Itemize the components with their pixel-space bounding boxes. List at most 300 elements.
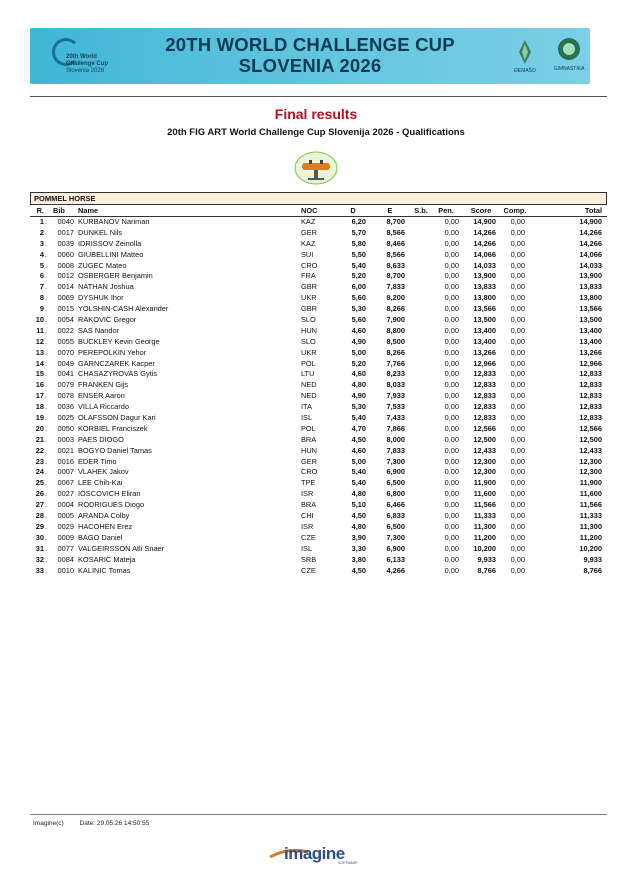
d-score: 4,70 <box>351 423 366 433</box>
bib: 0015 <box>57 304 74 314</box>
bib: 0025 <box>57 413 74 423</box>
noc: KAZ <box>301 217 316 226</box>
total: 14,266 <box>579 238 602 248</box>
athlete-name: BAGO Daniel <box>78 532 123 542</box>
noc: CRO <box>301 467 318 477</box>
athlete-name: GARNCZAREK Kacper <box>78 358 155 368</box>
header-bib: Bib <box>53 206 65 215</box>
table-row <box>30 478 607 489</box>
table-row <box>30 391 607 402</box>
d-score: 4,80 <box>351 380 366 390</box>
penalty: 0,00 <box>444 489 459 499</box>
score: 11,333 <box>473 511 496 521</box>
header-score: Score <box>470 206 492 215</box>
table-row <box>30 271 607 282</box>
score: 14,033 <box>473 260 496 270</box>
total: 12,833 <box>579 413 602 423</box>
total: 13,833 <box>579 282 602 292</box>
athlete-name: ARANDA Colby <box>78 511 130 521</box>
score: 12,300 <box>473 467 496 477</box>
footer-date: Date: 29.05.26 14:50:55 <box>79 820 150 827</box>
penalty: 0,00 <box>444 249 459 259</box>
e-score: 8,800 <box>386 325 405 335</box>
athlete-name: GIUBELLINI Matteo <box>78 249 144 259</box>
comp: 0,00 <box>510 282 525 292</box>
table-body <box>30 217 607 576</box>
athlete-name: DYSHUK Ihor <box>78 293 124 303</box>
rank-dot: . <box>45 423 48 433</box>
comp: 0,00 <box>510 456 525 466</box>
rank-dot: . <box>45 532 48 542</box>
e-score: 8,566 <box>386 249 405 259</box>
noc: CHI <box>301 511 314 521</box>
results-table <box>30 192 607 576</box>
noc: GBR <box>301 304 318 314</box>
bib: 0029 <box>57 521 74 531</box>
comp: 0,00 <box>510 554 525 564</box>
bib: 0008 <box>57 260 74 270</box>
bib: 0077 <box>57 543 74 553</box>
bib: 0039 <box>57 238 74 248</box>
d-score: 5,80 <box>351 238 366 248</box>
rank-dot: . <box>45 260 48 270</box>
noc: UKR <box>301 347 317 357</box>
total: 13,266 <box>579 347 602 357</box>
athlete-name: IDRISSOV Zeinolla <box>78 238 142 248</box>
table-row <box>30 533 607 544</box>
bib: 0010 <box>57 565 74 575</box>
noc: POL <box>301 423 316 433</box>
total: 13,800 <box>579 293 602 303</box>
logo-line-3: Slovenia 2026 <box>66 68 105 74</box>
d-score: 5,60 <box>351 315 366 325</box>
penalty: 0,00 <box>444 500 459 510</box>
bib: 0054 <box>57 315 74 325</box>
header-sb: S.b. <box>414 206 428 215</box>
athlete-name: LEE Chih-Kai <box>78 478 123 488</box>
athlete-name: VALGEIRSSON Atli Snaer <box>78 543 165 553</box>
table-row <box>30 500 607 511</box>
score: 13,500 <box>473 315 496 325</box>
comp: 0,00 <box>510 489 525 499</box>
logo-line-2: Challenge Cup <box>66 61 109 67</box>
comp: 0,00 <box>510 325 525 335</box>
rank-dot: . <box>45 391 48 401</box>
e-score: 7,300 <box>386 456 405 466</box>
rank: 15 <box>35 369 44 379</box>
d-score: 4,60 <box>351 369 366 379</box>
page-title: Final results <box>274 106 358 122</box>
rank-dot: . <box>45 413 48 423</box>
table-row <box>30 261 607 272</box>
penalty: 0,00 <box>444 456 459 466</box>
noc: SRB <box>301 554 317 564</box>
noc: GBR <box>301 282 318 292</box>
comp: 0,00 <box>510 271 525 281</box>
comp: 0,00 <box>510 467 525 477</box>
comp: 0,00 <box>510 402 525 412</box>
score: 12,833 <box>473 380 496 390</box>
d-score: 5,40 <box>351 413 366 423</box>
e-score: 8,266 <box>386 347 405 357</box>
rank: 16 <box>35 380 44 390</box>
comp: 0,00 <box>510 423 525 433</box>
rank-dot: . <box>45 293 48 303</box>
score: 13,266 <box>473 347 496 357</box>
score: 14,066 <box>473 249 496 259</box>
athlete-name: DUNKEL Nils <box>78 227 123 237</box>
bib: 0049 <box>57 358 74 368</box>
bib: 0021 <box>57 445 74 455</box>
noc: NED <box>301 380 317 390</box>
e-score: 7,533 <box>386 402 405 412</box>
noc: UKR <box>301 293 317 303</box>
bib: 0005 <box>57 511 74 521</box>
penalty: 0,00 <box>444 336 459 346</box>
table-row <box>30 402 607 413</box>
penalty: 0,00 <box>444 391 459 401</box>
score: 11,600 <box>473 489 496 499</box>
e-score: 8,033 <box>386 380 405 390</box>
rank-dot: . <box>45 402 48 412</box>
penalty: 0,00 <box>444 217 459 226</box>
d-score: 5,00 <box>351 456 366 466</box>
e-score: 8,566 <box>386 227 405 237</box>
total: 13,400 <box>579 325 602 335</box>
d-score: 4,80 <box>351 489 366 499</box>
table-row <box>30 250 607 261</box>
table-row <box>30 435 607 446</box>
score: 11,566 <box>473 500 496 510</box>
e-score: 7,766 <box>386 358 405 368</box>
noc: ITA <box>301 402 312 412</box>
noc: ISR <box>301 489 314 499</box>
e-score: 6,900 <box>386 467 405 477</box>
d-score: 5,10 <box>351 500 366 510</box>
athlete-name: RAKOVIC Gregor <box>78 315 137 325</box>
d-score: 5,70 <box>351 227 366 237</box>
penalty: 0,00 <box>444 315 459 325</box>
table-row <box>30 369 607 380</box>
bib: 0070 <box>57 347 74 357</box>
d-score: 4,50 <box>351 434 366 444</box>
penalty: 0,00 <box>444 478 459 488</box>
bib: 0027 <box>57 489 74 499</box>
header-name: Name <box>78 206 99 215</box>
bib: 0007 <box>57 467 74 477</box>
noc: ISL <box>301 413 313 423</box>
total: 13,900 <box>579 271 602 281</box>
penalty: 0,00 <box>444 347 459 357</box>
comp: 0,00 <box>510 347 525 357</box>
score: 11,300 <box>473 521 496 531</box>
penalty: 0,00 <box>444 445 459 455</box>
table-row <box>30 359 607 370</box>
score: 12,500 <box>473 434 496 444</box>
score: 12,833 <box>473 413 496 423</box>
total: 12,833 <box>579 369 602 379</box>
e-score: 7,933 <box>386 391 405 401</box>
rank: 27 <box>35 500 44 510</box>
score: 12,833 <box>473 391 496 401</box>
score: 12,300 <box>473 456 496 466</box>
athlete-name: YOLSHIN-CASH Alexander <box>78 304 169 314</box>
comp: 0,00 <box>510 358 525 368</box>
comp: 0,00 <box>510 511 525 521</box>
sponsor-logo-1 <box>513 38 537 76</box>
score: 12,566 <box>473 423 496 433</box>
athlete-name: BOGYO Daniel Tamas <box>78 445 152 455</box>
header-rank: R. <box>36 206 44 215</box>
e-score: 8,266 <box>386 304 405 314</box>
e-score: 8,000 <box>386 434 405 444</box>
d-score: 5,40 <box>351 260 366 270</box>
table-row <box>30 566 607 577</box>
event-banner <box>30 28 590 84</box>
header-pen: Pen. <box>438 206 454 215</box>
athlete-name: EDER Timo <box>78 456 117 466</box>
athlete-name: ENSER Aaron <box>78 391 125 401</box>
rank: 13 <box>35 347 44 357</box>
e-score: 8,200 <box>386 293 405 303</box>
comp: 0,00 <box>510 478 525 488</box>
bib: 0069 <box>57 293 74 303</box>
rank-dot: . <box>45 238 48 248</box>
e-score: 4,266 <box>386 565 405 575</box>
total: 12,300 <box>579 467 602 477</box>
penalty: 0,00 <box>444 511 459 521</box>
athlete-name: PEREPOLKIN Yehor <box>78 347 147 357</box>
e-score: 8,700 <box>386 271 405 281</box>
athlete-name: KOSARIC Mateja <box>78 554 136 564</box>
imagine-logo-subtext: SOFTWARE <box>338 861 358 865</box>
athlete-name: KALINIC Tomas <box>78 565 131 575</box>
score: 13,400 <box>473 325 496 335</box>
athlete-name: VLAHEK Jakov <box>78 467 129 477</box>
table-row <box>30 228 607 239</box>
athlete-name: OSBERGER Benjamin <box>78 271 153 281</box>
d-score: 4,50 <box>351 565 366 575</box>
score: 13,833 <box>473 282 496 292</box>
bib: 0014 <box>57 282 74 292</box>
table-row <box>30 555 607 566</box>
comp: 0,00 <box>510 445 525 455</box>
e-score: 8,233 <box>386 369 405 379</box>
comp: 0,00 <box>510 500 525 510</box>
rank: 11 <box>36 325 44 335</box>
noc: KAZ <box>301 238 316 248</box>
noc: NED <box>301 391 317 401</box>
d-score: 5,20 <box>351 358 366 368</box>
score: 14,266 <box>473 227 496 237</box>
rank-dot: . <box>45 358 48 368</box>
header-e: E <box>387 206 393 215</box>
penalty: 0,00 <box>444 304 459 314</box>
penalty: 0,00 <box>444 271 459 281</box>
total: 12,966 <box>579 358 602 368</box>
noc: LTU <box>301 369 315 379</box>
score: 9,933 <box>477 554 496 564</box>
rank: 10 <box>35 315 44 325</box>
e-score: 6,900 <box>386 543 405 553</box>
score: 13,400 <box>473 336 496 346</box>
table-row <box>30 467 607 478</box>
logo-line-1: 20th World <box>66 54 97 60</box>
table-row <box>30 239 607 250</box>
footer-divider <box>30 814 607 815</box>
e-score: 6,500 <box>386 521 405 531</box>
bib: 0036 <box>57 402 74 412</box>
header-divider <box>30 96 607 97</box>
rank-dot: . <box>45 434 48 444</box>
rank-dot: . <box>45 489 48 499</box>
bib: 0084 <box>57 554 74 564</box>
e-score: 8,633 <box>386 260 405 270</box>
comp: 0,00 <box>510 217 525 226</box>
noc: SLO <box>301 336 316 346</box>
comp: 0,00 <box>510 227 525 237</box>
score: 11,200 <box>473 532 496 542</box>
rank: 2 <box>39 227 44 237</box>
d-score: 4,90 <box>351 336 366 346</box>
score: 8,766 <box>477 565 496 575</box>
table-row <box>30 282 607 293</box>
score: 12,966 <box>473 358 496 368</box>
penalty: 0,00 <box>444 293 459 303</box>
bib: 0016 <box>57 456 74 466</box>
bib: 0040 <box>57 217 74 226</box>
athlete-name: FRANKEN Gijs <box>78 380 129 390</box>
table-row <box>30 380 607 391</box>
total: 11,200 <box>579 532 602 542</box>
table-row <box>30 457 607 468</box>
athlete-name: RODRIGUES Diogo <box>78 500 145 510</box>
penalty: 0,00 <box>444 434 459 444</box>
banner-title <box>140 34 480 76</box>
table-row <box>30 326 607 337</box>
imagine-logo-text: imagine <box>284 844 345 863</box>
comp: 0,00 <box>510 413 525 423</box>
banner-title-line2: SLOVENIA 2026 <box>238 55 382 76</box>
athlete-name: NATHAN Joshua <box>78 282 134 292</box>
header-comp: Comp. <box>503 206 527 215</box>
d-score: 3,80 <box>351 554 366 564</box>
penalty: 0,00 <box>444 565 459 575</box>
bib: 0009 <box>57 532 74 542</box>
comp: 0,00 <box>510 336 525 346</box>
rank-dot: . <box>45 511 48 521</box>
d-score: 3,90 <box>351 532 366 542</box>
score: 14,266 <box>473 238 496 248</box>
table-row <box>30 337 607 348</box>
comp: 0,00 <box>510 260 525 270</box>
e-score: 7,433 <box>386 413 405 423</box>
noc: SLO <box>301 315 316 325</box>
rank-dot: . <box>45 369 48 379</box>
total: 14,266 <box>579 227 602 237</box>
score: 12,833 <box>473 369 496 379</box>
table-row <box>30 304 607 315</box>
total: 12,300 <box>579 456 602 466</box>
table-row <box>30 489 607 500</box>
d-score: 4,60 <box>351 325 366 335</box>
total: 14,900 <box>579 217 602 226</box>
penalty: 0,00 <box>444 282 459 292</box>
total: 12,500 <box>579 434 602 444</box>
noc: CZE <box>301 532 316 542</box>
comp: 0,00 <box>510 304 525 314</box>
comp: 0,00 <box>510 434 525 444</box>
rank: 6 <box>39 271 44 281</box>
rank-dot: . <box>45 271 48 281</box>
penalty: 0,00 <box>444 358 459 368</box>
rank-dot: . <box>45 478 48 488</box>
rank: 17 <box>35 391 44 401</box>
d-score: 4,50 <box>351 511 366 521</box>
penalty: 0,00 <box>444 260 459 270</box>
penalty: 0,00 <box>444 380 459 390</box>
comp: 0,00 <box>510 380 525 390</box>
noc: TPE <box>301 478 316 488</box>
noc: GER <box>301 456 318 466</box>
noc: ISR <box>301 521 314 531</box>
world-challenge-cup-logo <box>50 36 132 78</box>
penalty: 0,00 <box>444 423 459 433</box>
e-score: 6,133 <box>386 554 405 564</box>
noc: FRA <box>301 271 316 281</box>
e-score: 7,833 <box>386 282 405 292</box>
noc: HUN <box>301 445 318 455</box>
table-row <box>30 293 607 304</box>
rank: 5 <box>39 260 44 270</box>
noc: BRA <box>301 500 317 510</box>
bib: 0079 <box>57 380 74 390</box>
table-header-row <box>30 205 607 217</box>
rank: 9 <box>39 304 44 314</box>
footer-company: Imagine(c) <box>33 820 64 827</box>
penalty: 0,00 <box>444 554 459 564</box>
e-score: 8,700 <box>386 217 405 226</box>
table-row <box>30 511 607 522</box>
comp: 0,00 <box>510 565 525 575</box>
rank-dot: . <box>45 325 48 335</box>
rank: 23 <box>35 456 44 466</box>
rank: 32 <box>35 554 44 564</box>
noc: CRO <box>301 260 318 270</box>
total: 13,500 <box>579 315 602 325</box>
penalty: 0,00 <box>444 521 459 531</box>
rank: 4 <box>39 249 44 259</box>
penalty: 0,00 <box>444 402 459 412</box>
d-score: 5,20 <box>351 271 366 281</box>
bib: 0078 <box>57 391 74 401</box>
rank-dot: . <box>45 227 48 237</box>
rank: 30 <box>35 532 44 542</box>
comp: 0,00 <box>510 521 525 531</box>
rank-dot: . <box>45 500 48 510</box>
rank: 12 <box>35 336 44 346</box>
e-score: 7,900 <box>386 315 405 325</box>
total: 13,400 <box>579 336 602 346</box>
d-score: 4,80 <box>351 521 366 531</box>
bib: 0004 <box>57 500 74 510</box>
d-score: 5,30 <box>351 304 366 314</box>
rank-dot: . <box>45 380 48 390</box>
e-score: 6,466 <box>386 500 405 510</box>
rank: 22 <box>35 445 44 455</box>
banner-title-line1: 20TH WORLD CHALLENGE CUP <box>165 34 455 55</box>
total: 12,833 <box>579 380 602 390</box>
